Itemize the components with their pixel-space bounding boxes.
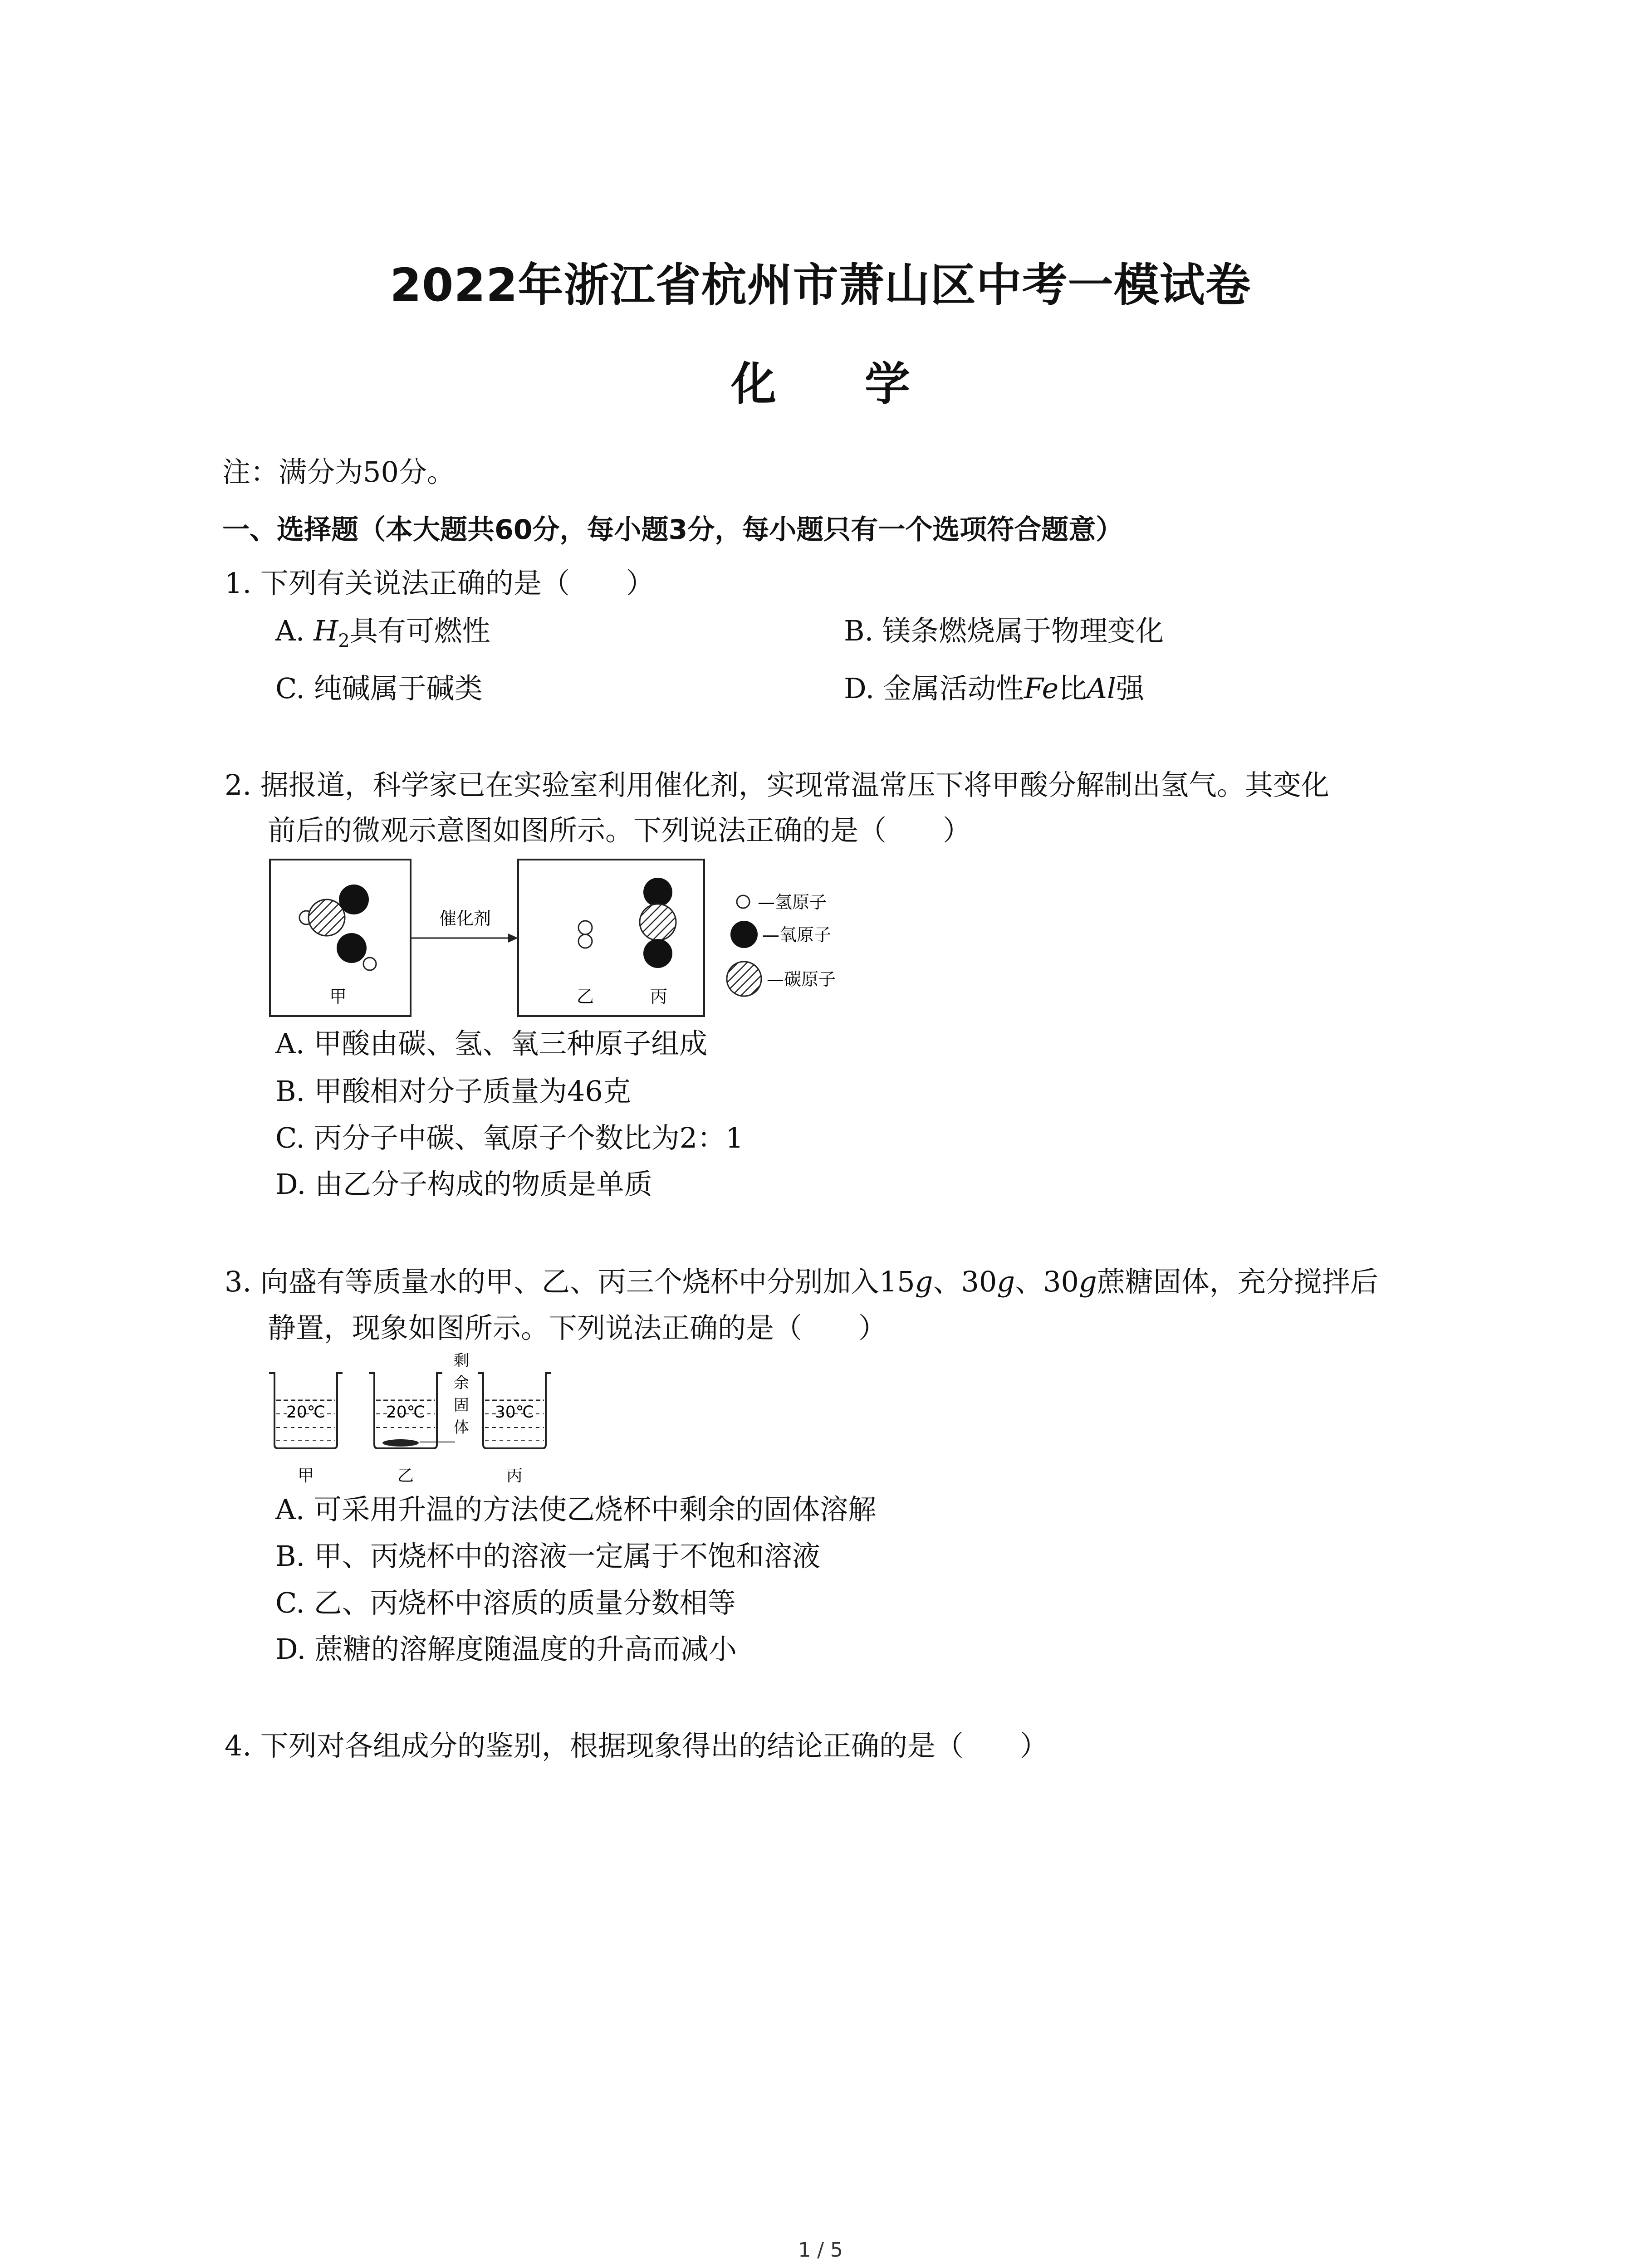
legend-carbon-icon bbox=[727, 962, 761, 996]
solid-label-1: 剩 bbox=[454, 1352, 469, 1370]
undissolved-solid bbox=[382, 1439, 419, 1447]
catalyst-label: 催化剂 bbox=[439, 909, 491, 929]
beaker-1-temp: 20℃ bbox=[286, 1403, 326, 1422]
question-3-option-c: C. 乙、丙烧杯中溶质的质量分数相等 bbox=[275, 1586, 736, 1619]
question-2-option-c: C. 丙分子中碳、氧原子个数比为2：1 bbox=[275, 1121, 744, 1154]
oxygen-atom bbox=[643, 878, 672, 907]
beaker-3 bbox=[478, 1373, 551, 1485]
hydrogen-atom bbox=[578, 934, 592, 948]
beaker-2-label: 乙 bbox=[397, 1466, 414, 1485]
legend-carbon-label: —碳原子 bbox=[767, 969, 836, 989]
exam-title: 2022年浙江省杭州市萧山区中考一模试卷 bbox=[390, 259, 1251, 312]
oxygen-atom bbox=[339, 885, 369, 914]
question-2-stem-line2: 前后的微观示意图如图所示。下列说法正确的是（ ） bbox=[268, 814, 971, 847]
question-3-option-b: B. 甲、丙烧杯中的溶液一定属于不饱和溶液 bbox=[275, 1540, 820, 1573]
question-1-option-c: C. 纯碱属于碱类 bbox=[275, 672, 483, 705]
solid-label-2: 余 bbox=[454, 1374, 469, 1392]
section-heading: 一、选择题（本大题共60分，每小题3分，每小题只有一个选项符合题意） bbox=[222, 514, 1123, 546]
beaker-3-label: 丙 bbox=[506, 1466, 523, 1485]
page-number: 1 / 5 bbox=[798, 2239, 843, 2262]
question-2-option-b: B. 甲酸相对分子质量为46克 bbox=[275, 1075, 631, 1108]
question-3-option-a: A. 可采用升温的方法使乙烧杯中剩余的固体溶解 bbox=[275, 1493, 877, 1526]
question-3-stem-line2: 静置，现象如图所示。下列说法正确的是（ ） bbox=[268, 1311, 887, 1344]
arrow-head bbox=[508, 934, 518, 943]
oxygen-atom bbox=[337, 933, 367, 963]
product-label-2: 丙 bbox=[650, 987, 668, 1007]
legend-oxygen-label: —氧原子 bbox=[762, 925, 832, 945]
beaker-2-temp: 20℃ bbox=[386, 1403, 426, 1422]
molecule-diagram bbox=[268, 857, 903, 1021]
score-note: 注：满分为50分。 bbox=[222, 455, 455, 489]
solid-label-3: 固 bbox=[454, 1396, 469, 1414]
question-2-option-d: D. 由乙分子构成的物质是单质 bbox=[275, 1168, 652, 1201]
beaker-diagram bbox=[265, 1349, 583, 1490]
carbon-atom bbox=[309, 899, 345, 936]
question-4-stem: 4. 下列对各组成分的鉴别，根据现象得出的结论正确的是（ ） bbox=[225, 1729, 1048, 1762]
legend-oxygen-icon bbox=[730, 921, 758, 948]
hydrogen-atom bbox=[363, 958, 376, 970]
beaker-2 bbox=[369, 1373, 455, 1485]
question-3-option-d: D. 蔗糖的溶解度随温度的升高而减小 bbox=[275, 1633, 737, 1666]
question-2-option-a: A. 甲酸由碳、氢、氧三种原子组成 bbox=[275, 1027, 708, 1060]
subject-title: 化 学 bbox=[731, 357, 946, 411]
question-2-stem-line1: 2. 据报道，科学家已在实验室利用催化剂，实现常温常压下将甲酸分解制出氢气。其变化 bbox=[225, 768, 1329, 802]
question-1-option-d: D. 金属活动性Fe比Al强 bbox=[844, 672, 1144, 705]
solid-label-4: 体 bbox=[454, 1418, 469, 1437]
question-3-stem-line1: 3. 向盛有等质量水的甲、乙、丙三个烧杯中分别加入15g、30g、30g蔗糖固体，充分搅拌后 bbox=[225, 1265, 1378, 1298]
carbon-atom bbox=[640, 904, 676, 940]
question-1-option-a: A. $H_2$具有可燃性 bbox=[275, 614, 490, 651]
beaker-1 bbox=[269, 1373, 343, 1485]
reactant-label: 甲 bbox=[329, 987, 347, 1007]
question-1-stem: 1. 下列有关说法正确的是（ ） bbox=[225, 567, 654, 600]
question-1-option-b: B. 镁条燃烧属于物理变化 bbox=[844, 614, 1164, 647]
beaker-3-temp: 30℃ bbox=[495, 1403, 534, 1422]
hydrogen-atom bbox=[578, 921, 592, 934]
product-label-1: 乙 bbox=[576, 987, 594, 1007]
legend-hydrogen-icon bbox=[737, 895, 749, 908]
beaker-1-label: 甲 bbox=[297, 1466, 314, 1485]
oxygen-atom bbox=[643, 939, 672, 968]
product-box bbox=[518, 860, 704, 1016]
legend-hydrogen-label: —氢原子 bbox=[758, 892, 827, 912]
